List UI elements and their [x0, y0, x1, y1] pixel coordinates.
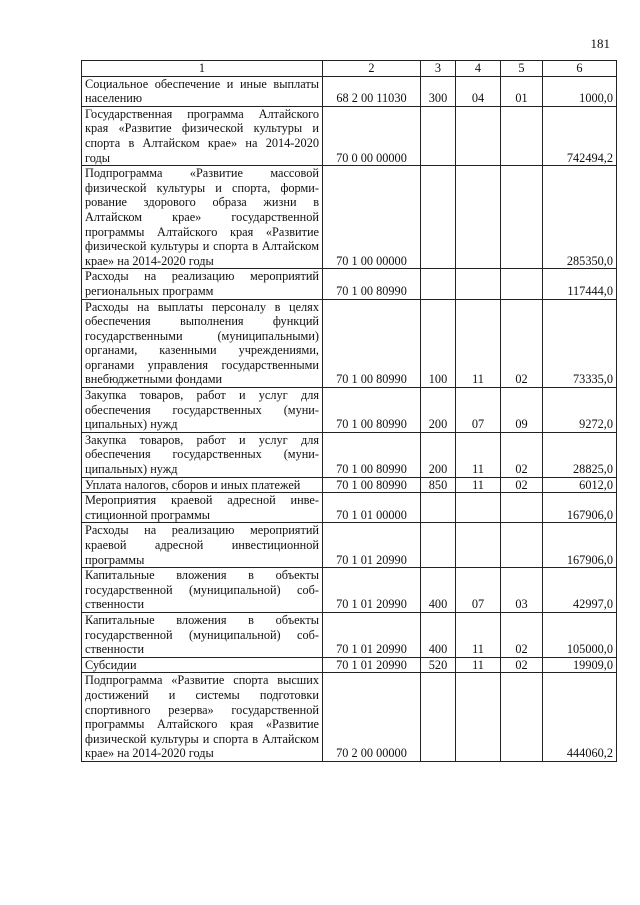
table-row: [82, 269, 617, 299]
row-subsection: 01: [501, 76, 543, 106]
row-amount: 1000,0: [543, 76, 617, 106]
row-code: 70 1 00 80990: [323, 432, 421, 477]
row-expense-type: 200: [421, 432, 456, 477]
row-expense-type: [421, 493, 456, 523]
row-amount: 19909,0: [543, 657, 617, 673]
col-header-5: 5: [501, 61, 543, 77]
header-row: [82, 61, 617, 77]
row-expense-type: [421, 523, 456, 568]
row-subsection: 02: [501, 432, 543, 477]
row-subsection: [501, 493, 543, 523]
row-amount: 73335,0: [543, 299, 617, 388]
row-amount: 9272,0: [543, 388, 617, 433]
row-name: Расходы на выплаты персоналу в целях обеспечения выполнения функций государственными (муниципальными) органами, казенными учреждениями, органами управления государственными внебюджетными фондами: [82, 299, 323, 388]
row-name: Капитальные вложения в объекты государственной (муниципальной) собственности: [82, 568, 323, 613]
row-section: [456, 673, 501, 762]
row-code: 70 1 01 20990: [323, 612, 421, 657]
row-name: Субсидии: [82, 657, 323, 673]
row-code: 70 1 00 80990: [323, 299, 421, 388]
row-subsection: [501, 673, 543, 762]
row-name: Закупка товаров, работ и услуг для обеспечения государственных (муниципальных) нужд: [82, 432, 323, 477]
row-section: 07: [456, 388, 501, 433]
row-code: 70 1 01 00000: [323, 493, 421, 523]
row-amount: 167906,0: [543, 493, 617, 523]
table-row: [82, 493, 617, 523]
row-code: 70 1 01 20990: [323, 568, 421, 613]
row-name: Мероприятия краевой адресной инвестиционной программы: [82, 493, 323, 523]
row-expense-type: [421, 673, 456, 762]
row-name: Расходы на реализацию мероприятий краевой адресной инвестиционной программы: [82, 523, 323, 568]
row-subsection: [501, 166, 543, 269]
row-amount: 28825,0: [543, 432, 617, 477]
table-row: [82, 432, 617, 477]
row-name: Подпрограмма «Развитие массовой физической культуры и спорта, формирование здорового образа жизни в Алтайском крае» государственной программы Алтайского края «Развитие физической культуры и спорта в Алтайском крае» на 2014-2020 годы: [82, 166, 323, 269]
row-subsection: 02: [501, 657, 543, 673]
col-header-4: 4: [456, 61, 501, 77]
row-section: 07: [456, 568, 501, 613]
row-expense-type: 400: [421, 568, 456, 613]
row-code: 70 1 00 80990: [323, 269, 421, 299]
row-code: 70 1 00 80990: [323, 477, 421, 493]
row-section: [456, 166, 501, 269]
col-header-6: 6: [543, 61, 617, 77]
table-row: [82, 673, 617, 762]
row-expense-type: 200: [421, 388, 456, 433]
row-section: [456, 523, 501, 568]
table-row: [82, 523, 617, 568]
row-section: [456, 493, 501, 523]
row-amount: 6012,0: [543, 477, 617, 493]
row-amount: 105000,0: [543, 612, 617, 657]
row-section: 11: [456, 657, 501, 673]
row-expense-type: [421, 106, 456, 165]
row-code: 70 2 00 00000: [323, 673, 421, 762]
row-section: [456, 269, 501, 299]
table-row: [82, 568, 617, 613]
row-amount: 742494,2: [543, 106, 617, 165]
row-code: 70 0 00 00000: [323, 106, 421, 165]
table-body: [82, 76, 617, 761]
row-subsection: 02: [501, 299, 543, 388]
row-subsection: 02: [501, 612, 543, 657]
row-subsection: [501, 523, 543, 568]
row-amount: 285350,0: [543, 166, 617, 269]
row-code: 70 1 01 20990: [323, 523, 421, 568]
table-row: [82, 106, 617, 165]
table-row: [82, 388, 617, 433]
row-amount: 167906,0: [543, 523, 617, 568]
table-row: [82, 657, 617, 673]
row-code: 68 2 00 11030: [323, 76, 421, 106]
row-subsection: [501, 269, 543, 299]
row-expense-type: 400: [421, 612, 456, 657]
row-name: Расходы на реализацию мероприятий региональных программ: [82, 269, 323, 299]
row-section: [456, 106, 501, 165]
row-subsection: 03: [501, 568, 543, 613]
row-subsection: [501, 106, 543, 165]
row-section: 11: [456, 612, 501, 657]
row-expense-type: 520: [421, 657, 456, 673]
table-row: [82, 612, 617, 657]
row-code: 70 1 00 80990: [323, 388, 421, 433]
row-expense-type: 300: [421, 76, 456, 106]
budget-table: [81, 60, 617, 762]
row-name: Государственная программа Алтайского края «Развитие физической культуры и спорта в Алтайском крае» на 2014-2020 годы: [82, 106, 323, 165]
row-name: Капитальные вложения в объекты государственной (муниципальной) собственности: [82, 612, 323, 657]
row-section: 11: [456, 477, 501, 493]
col-header-3: 3: [421, 61, 456, 77]
table-row: [82, 477, 617, 493]
row-expense-type: [421, 269, 456, 299]
row-amount: 117444,0: [543, 269, 617, 299]
row-amount: 42997,0: [543, 568, 617, 613]
row-name: Уплата налогов, сборов и иных платежей: [82, 477, 323, 493]
row-name: Закупка товаров, работ и услуг для обеспечения государственных (муниципальных) нужд: [82, 388, 323, 433]
row-name: Социальное обеспечение и иные выплаты населению: [82, 76, 323, 106]
row-amount: 444060,2: [543, 673, 617, 762]
row-expense-type: [421, 166, 456, 269]
row-section: 11: [456, 432, 501, 477]
table-row: [82, 166, 617, 269]
col-header-2: 2: [323, 61, 421, 77]
row-expense-type: 850: [421, 477, 456, 493]
row-code: 70 1 01 20990: [323, 657, 421, 673]
table-row: [82, 299, 617, 388]
row-subsection: 02: [501, 477, 543, 493]
table-row: [82, 76, 617, 106]
row-name: Подпрограмма «Развитие спорта высших достижений и системы подготовки спортивного резерва» государственной программы Алтайского края «Развитие физической культуры и спорта в Алтайском крае» на 2014-2020 годы: [82, 673, 323, 762]
row-section: 04: [456, 76, 501, 106]
row-section: 11: [456, 299, 501, 388]
row-subsection: 09: [501, 388, 543, 433]
row-code: 70 1 00 00000: [323, 166, 421, 269]
page-number: 181: [590, 36, 610, 51]
col-header-1: 1: [82, 61, 323, 77]
row-expense-type: 100: [421, 299, 456, 388]
